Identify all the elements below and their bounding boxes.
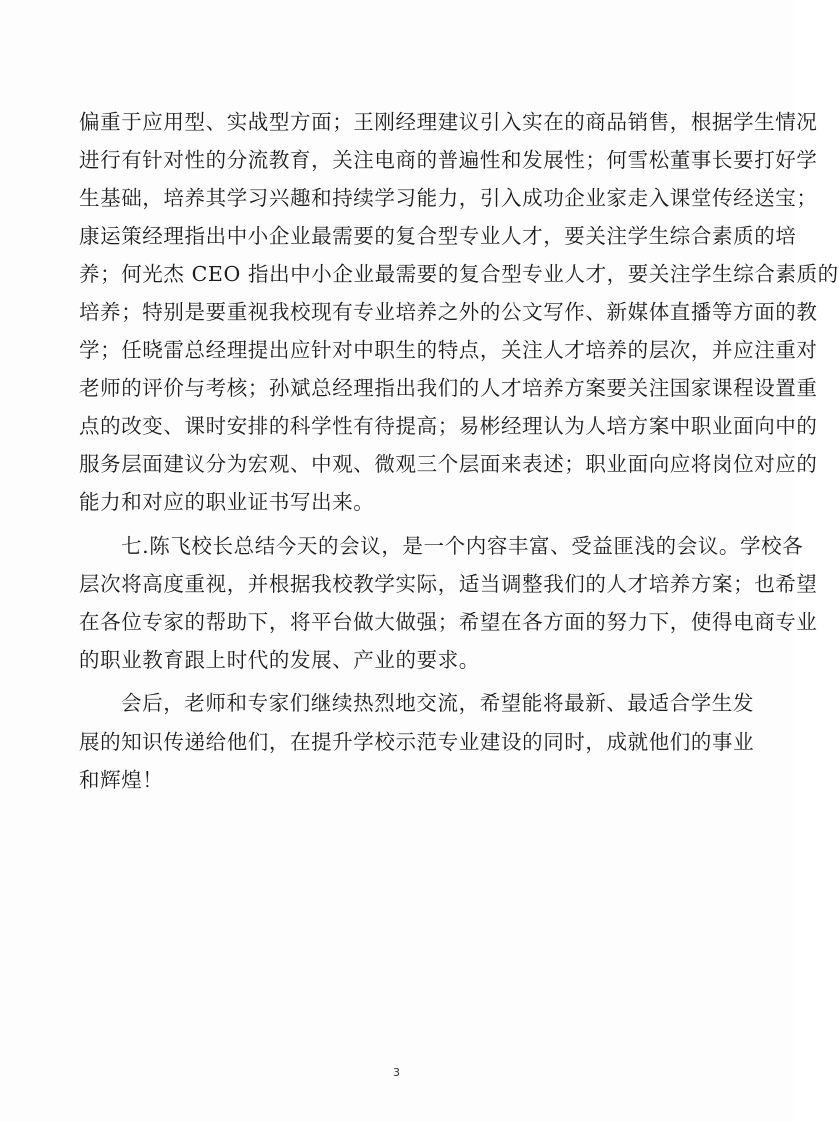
paragraph-line: 康运策经理指出中小企业最需要的复合型专业人才，要关注学生综合素质的培 <box>79 224 797 248</box>
paragraph-line: 服务层面建议分为宏观、中观、微观三个层面来表述；职业面向应将岗位对应的 <box>79 452 818 476</box>
paragraph-line: 能力和对应的职业证书写出来。 <box>79 490 375 514</box>
paragraph-line: 养；何光杰 CEO 指出中小企业最需要的复合型专业人才，要关注学生综合素质的 <box>79 262 839 286</box>
paragraph-line: 培养；特别是要重视我校现有专业培养之外的公文写作、新媒体直播等方面的教 <box>79 300 818 324</box>
page-number: 3 <box>393 1066 400 1079</box>
paragraph-line: 偏重于应用型、实战型方面；王刚经理建议引入实在的商品销售，根据学生情况 <box>79 110 818 134</box>
paragraph-line: 生基础，培养其学习兴趣和持续学习能力，引入成功企业家走入课堂传经送宝； <box>79 186 818 210</box>
paragraph-line: 进行有针对性的分流教育，关注电商的普遍性和发展性；何雪松董事长要打好学 <box>79 148 818 172</box>
paragraph-line: 老师的评价与考核；孙斌总经理指出我们的人才培养方案要关注国家课程设置重 <box>79 376 818 400</box>
paragraph-line: 点的改变、课时安排的科学性有待提高；易彬经理认为人培方案中职业面向中的 <box>79 414 818 438</box>
paragraph-line: 展的知识传递给他们，在提升学校示范专业建设的同时，成就他们的事业 <box>79 730 755 754</box>
paragraph-line: 和辉煌！ <box>79 768 164 792</box>
paragraph-line: 学；任晓雷总经理提出应针对中职生的特点，关注人才培养的层次，并应注重对 <box>79 338 818 362</box>
paragraph-line: 层次将高度重视，并根据我校教学实际，适当调整我们的人才培养方案；也希望 <box>79 572 818 596</box>
paragraph-line: 的职业教育跟上时代的发展、产业的要求。 <box>79 648 480 672</box>
paragraph-line: 在各位专家的帮助下，将平台做大做强；希望在各方面的努力下，使得电商专业 <box>79 610 818 634</box>
paragraph-line: 会后，老师和专家们继续热烈地交流，希望能将最新、最适合学生发 <box>121 691 754 715</box>
paragraph-line: 七.陈飞校长总结今天的会议，是一个内容丰富、受益匪浅的会议。学校各 <box>121 534 804 558</box>
